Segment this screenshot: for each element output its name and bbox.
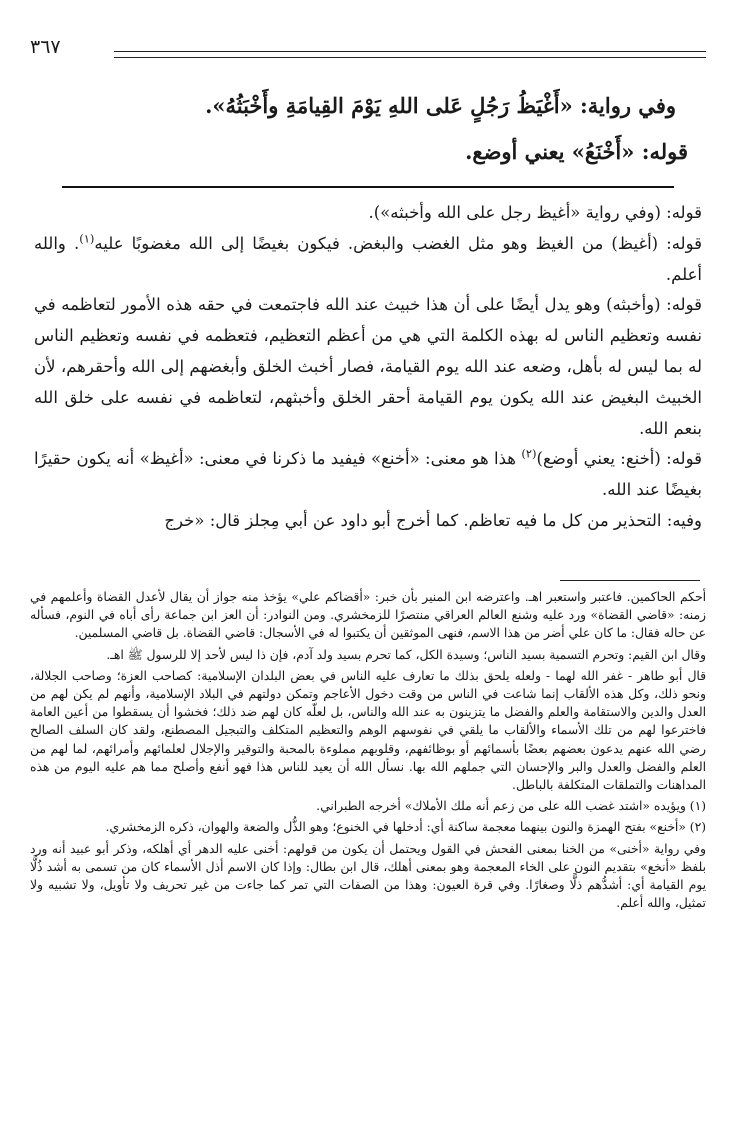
commentary-paragraph: قوله: (وفي رواية «أغيظ رجل على الله وأخبثه»).	[368, 203, 702, 222]
commentary-text: . والله أعلم.	[34, 233, 702, 284]
footnote-separator	[560, 580, 700, 581]
footnotes	[30, 588, 706, 915]
commentary	[34, 198, 702, 537]
page-header	[30, 36, 706, 76]
footnote-paragraph: وقال ابن القيم: وتحرم التسمية بسيد الناس؛ وسيدة الكل، كما تحرم بسيد ولد آدم، فإن ذا ليس لأحد إلا للرسول ﷺ اهـ.	[106, 647, 706, 662]
matn-line: وفي رواية: «أَغْيَظُ رَجُلٍ عَلى اللهِ يَوْمَ القِيامَةِ وأَخْبَثُهُ».	[205, 93, 676, 118]
commentary-paragraph	[34, 444, 702, 506]
commentary-text: قوله: (أغيظ) من الغيظ وهو مثل الغضب والبغض. فيكون بغيضًا إلى الله مغضوبًا عليه	[94, 233, 702, 253]
page-number: ٣٦٧	[30, 36, 61, 58]
footnote-marker[interactable]: (١)	[79, 231, 95, 246]
commentary-paragraph: وفيه: التحذير من كل ما فيه تعاظم. كما أخرج أبو داود عن أبي مِجلز قال: «خرج	[164, 510, 702, 530]
matn-line: قوله: «أَخْنَعُ» يعني أوضع.	[465, 139, 688, 164]
footnote-2: (٢) «أخنع» بفتح الهمزة والنون بينهما معجمة ساكنة أي: أدخلها في الخنوع؛ وهو الذُّل والضعة والهوان، ذكره الزمخشري.	[105, 820, 706, 835]
footnote-paragraph: قال أبو طاهر - غفر الله لهما - ولعله يلحق بذلك ما تعارف عليه الناس في بعض البلدان الإسلامية: كصاحب العزة؛ وصاحب الجلالة، ونحو ذلك، وكل هذه الألقاب إنما شاعت في الناس من وقت دخول الأعاجم وتمكن دولتهم في البلاد الإسلامية، وأنهم لم يكن لهم من العدل والدين والاستقامة والعلم والفضل ما يتزينون به عند الله والناس، بل لعلّه كان لهم ضد ذلك؛ فخشوا أن يسقطوا من أعين العامة فاخترعوا لهم من تلك الأسماء والألقاب ما يلقي في نفوسهم الوهم والتعظيم المتكلف والتبجيل المصطنع، ولقد كان السلف الصالح رضي الله عنهم يدعون بعضهم بعضًا بأسمائهم أو بوظائفهم، وقلوبهم مملوءة بالمحبة والتوقير والإجلال لعلمائهم وأمرائهم، لما لهم من العلم والفضل والعدل والبر والإحسان التي جملهم الله بها. نسأل الله أن يعيد للناس هذا فهو أنفع وأصلح مما هم عليه اليوم من هذه المداهنات والتملقات المتكلفة بالباطل.	[30, 668, 706, 793]
matn-divider	[62, 186, 674, 188]
commentary-paragraph: قوله: (وأخبثه) وهو يدل أيضًا على أن هذا خبيث عند الله فاجتمعت في حقه هذه الأمور لتعاظمه في نفسه وتعظيم الناس له بهذه الكلمة التي هي من أعظم التعظيم، فتعظمه في نفسه وتعظيم الناس له بما ليس له بأهل، وضعه عند الله يوم القيامة، فصار أخبث الخلق وأبغضهم إلى الله وأحقرهم، لأن الخبيث البغيض عند الله يكون يوم القيامة أحقر الخلق وأخبثهم، لتعاظمه في نفسه على خلق الله بنعم الله.	[34, 295, 702, 438]
footnote-paragraph: أحكم الحاكمين. فاعتبر واستعبر اهـ. واعترضه ابن المنير بأن خبر: «أقضاكم علي» يؤخذ منه جواز أن يقال لأعدل القضاة وأعلمهم في زمنه: «قاضي القضاة» ورد عليه وشنع العالم العراقي منتصرًا للزمخشري. ومن النوادر: أن العز ابن جماعة رأى أباه في النوم، فسأله عن حاله فقال: ما كان علي أضر من هذا الاسم، فنهى الموثقين أن يكتبوا له في الأسجال: قاضي القضاة. بل قاضي المسلمين.	[30, 590, 706, 641]
matn-text	[38, 90, 698, 168]
footnote-marker[interactable]: (٢)	[521, 446, 537, 461]
header-rule-top	[114, 51, 706, 52]
header-rule-bottom	[114, 57, 706, 58]
commentary-text: قوله: (أخنع: يعني أوضع)	[536, 449, 702, 469]
footnote-1: (١) ويؤيده «اشتد غضب الله على من زعم أنه ملك الأملاك» أخرجه الطبراني.	[316, 799, 706, 814]
commentary-paragraph	[34, 229, 702, 291]
commentary-text: هذا هو معنى: «أخنع» فيفيد ما ذكرنا في معنى: «أغيظ» أنه يكون حقيرًا بغيضًا عند الله.	[34, 449, 702, 500]
footnote-paragraph: وفي رواية «أخنى» من الخنا بمعنى الفحش في القول ويحتمل أن يكون من قولهم: أخنى عليه الدهر أي أهلكه، وذكر أبو عبيد أنه ورد بلفظ «أنخع» بتقديم النون على الخاء المعجمة وهو بمعنى أهلك، قال ابن بطال: وإذا كان الاسم أذل الأسماء كان من تسمى به أشد ذُلًّا يوم القيامة أي: أشدُّهم ذلًّا وصغارًا. وفي قرة العيون: وهذا من الصفات التي تمر كما جاءت من غير تحريف ولا تأويل، ولا تشبيه ولا تمثيل، والله أعلم.	[30, 841, 706, 911]
